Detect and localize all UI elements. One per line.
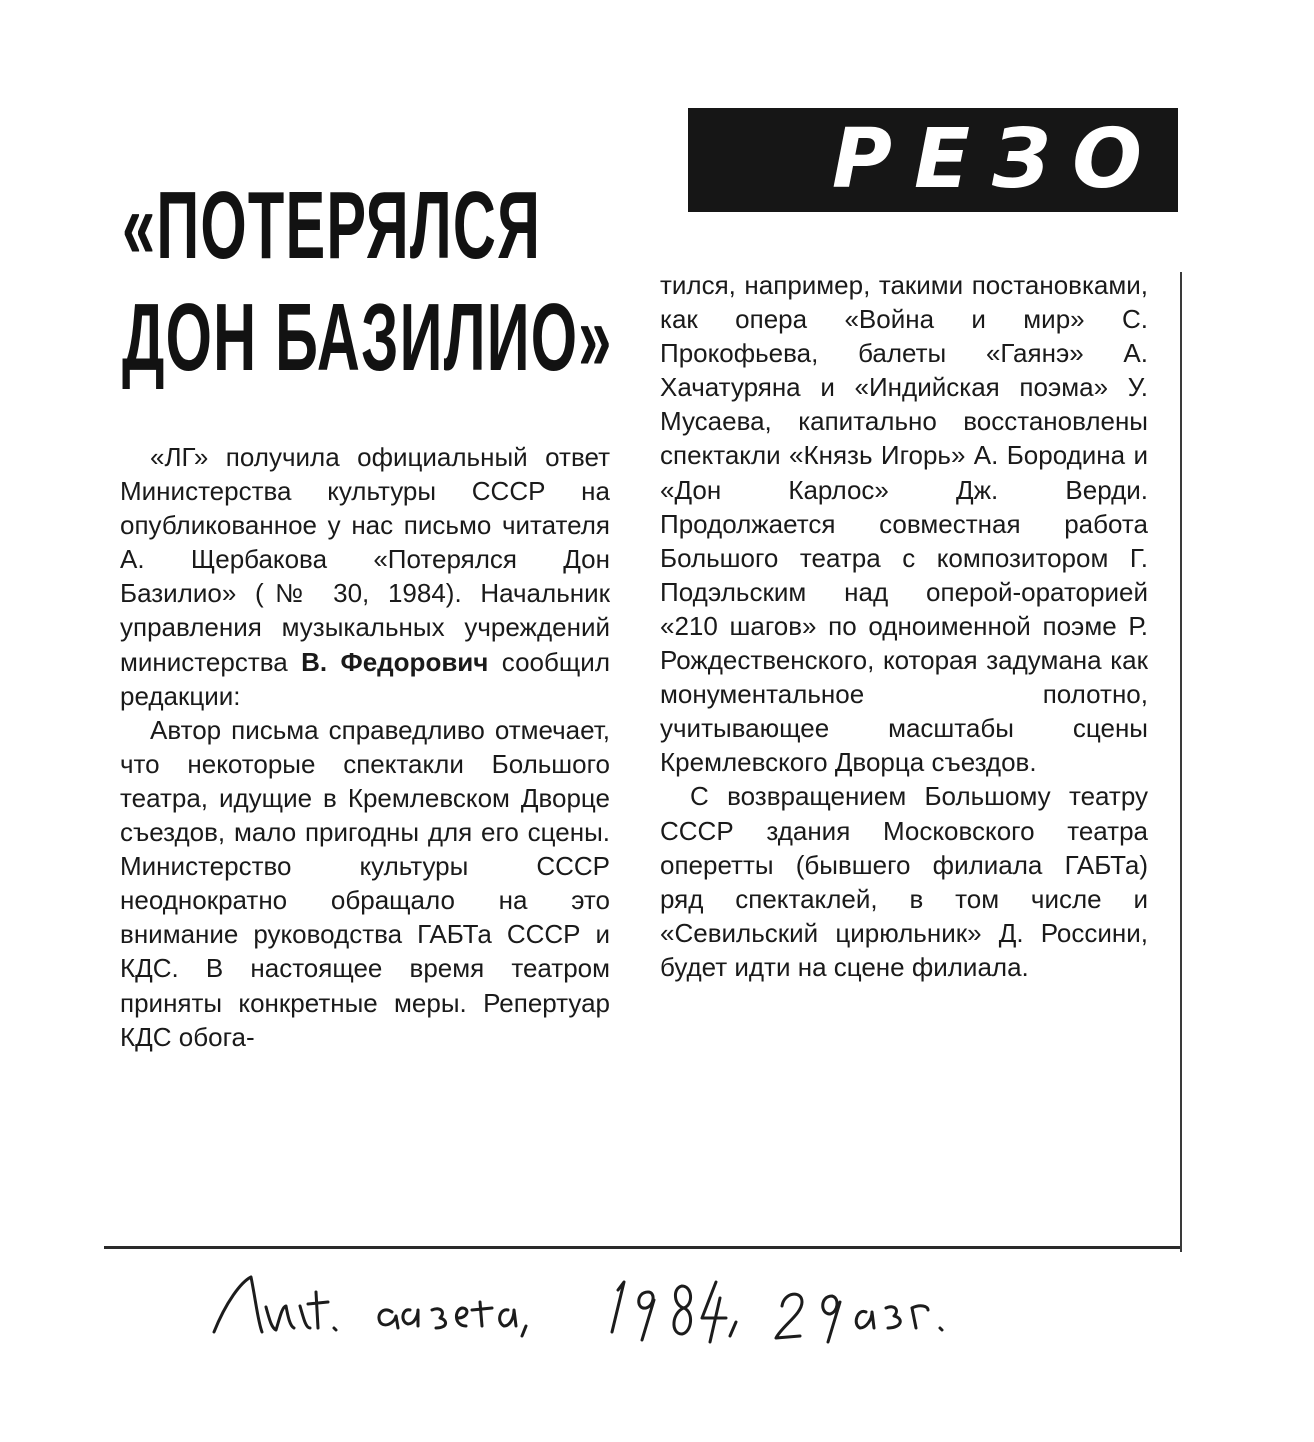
paragraph-intro [120, 440, 610, 713]
handwritten-source-note [196, 1262, 976, 1392]
clipping-bottom-rule [104, 1246, 1180, 1249]
left-column [120, 440, 610, 1054]
official-name: В. Федорович [301, 646, 489, 677]
paragraph-ministry-reply: Автор письма справедливо отмечает, что некоторые спектакли Большого театра, идущие в Кремлевском Дворце съездов, мало пригодны для его сцены. Министерство культуры СССР неоднократно обращало на это внимание руководства ГАБТа СССР и КДС. В настоящее время театром приняты конкретные меры. Репертуар КДС обога- [120, 714, 610, 1052]
headline-line-1: «ПОТЕРЯЛСЯ [122, 172, 542, 279]
rubric-title: РЕЗО [831, 112, 1164, 207]
paragraph-repertoire: тился, например, такими постановками, как опера «Война и мир» С. Прокофьева, балеты «Гаянэ» А. Хачатуряна и «Индийская поэма» У. Мусаева, капитально восстановлены спектакли «Князь Игорь» А. Бородина и «Дон Карлос» Дж. Верди. Продолжается совместная работа Большого театра с композитором Г. Подэльским над оперой-ораторией «210 шагов» по одноименной поэме Р. Рождественского, которая задумана как монументальное полотно, учитывающее масштабы сцены Кремлевского Дворца съездов. [660, 270, 1148, 778]
paragraph-intro-text: «ЛГ» получила официальный ответ Министерства культуры СССР на опубликованное у нас письмо читателя А. Щербакова «Потерялся Дон Базилио» (№ 30, 1984). Начальник управления музыкальных учреждений министерства [120, 442, 610, 677]
rubric-banner [688, 108, 1178, 212]
paragraph-intro-end: сообщил редакции: [120, 646, 610, 711]
column-border-right [1180, 272, 1182, 1252]
headline-line-2: ДОН БАЗИЛИО» [122, 284, 613, 391]
article-headline [122, 170, 613, 394]
right-column [660, 268, 1148, 984]
paragraph-operetta-theatre: С возвращением Большому театру СССР здания Московского театра оперетты (бывшего филиала ГАБТа) ряд спектаклей, в том числе и «Севильский цирюльник» Д. Россини, будет идти на сцене филиала. [660, 781, 1148, 982]
